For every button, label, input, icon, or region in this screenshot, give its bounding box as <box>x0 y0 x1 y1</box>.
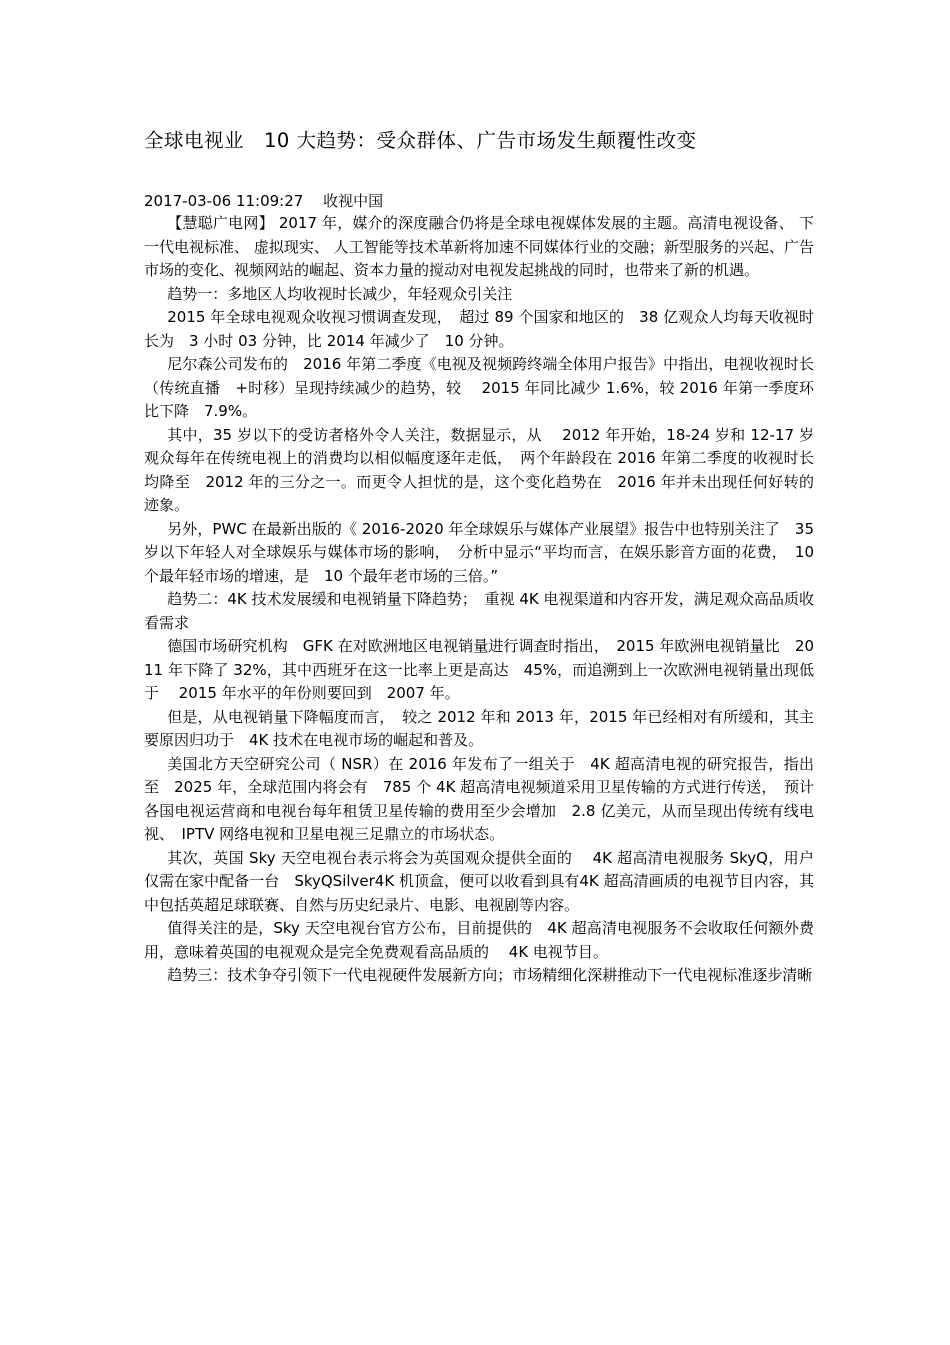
paragraph: 其次，英国 Sky 天空电视台表示将会为英国观众提供全面的 4K 超高清电视服务 SkyQ，用户仅需在家中配备一台 SkyQSilver4K 机顶盒，便可以收看到具有4K 超高清画质的电视节目内容，其中包括英超足球联赛、自然与历史纪录片、电影、电视剧等内容。 <box>144 848 814 914</box>
section-heading-trend-1: 趋势一：多地区人均收视时长减少，年轻观众引关注 <box>167 284 513 303</box>
article-body <box>144 212 814 988</box>
section-heading-trend-3: 趋势三：技术争夺引领下一代电视硬件发展新方向；市场精细化深耕推动下一代电视标准逐步清晰 <box>167 966 813 984</box>
article-meta: 2017-03-06 11:09:27 收视中国 <box>144 192 384 210</box>
paragraph: 值得关注的是，Sky 天空电视台官方公布，目前提供的 4K 超高清电视服务不会收取任何额外费用，意味着英国的电视观众是完全免费观看高品质的 4K 电视节目。 <box>144 919 814 961</box>
paragraph: 尼尔森公司发布的 2016 年第二季度《电视及视频跨终端全体用户报告》中指出，电视收视时长（传统直播 +时移）呈现持续减少的趋势，较 2015 年同比减少 1.6%，较 2016 年第一季度环比下降 7.9%。 <box>144 355 814 420</box>
section-heading-trend-2: 趋势二：4K 技术发展缓和电视销量下降趋势； 重视 4K 电视渠道和内容开发，满足观众高品质收看需求 <box>144 590 814 632</box>
paragraph: 德国市场研究机构 GFK 在对欧洲地区电视销量进行调查时指出， 2015 年欧洲电视销量比 2011 年下降了 32%，其中西班牙在这一比率上更是高达 45%，而追溯到上一次欧洲电视销量出现低于 2015 年水平的年份则要回到 2007 年。 <box>144 637 814 702</box>
article-title: 全球电视业 10 大趋势：受众群体、广告市场发生颠覆性改变 <box>144 129 697 152</box>
paragraph: 美国北方天空研究公司（ NSR）在 2016 年发布了一组关于 4K 超高清电视的研究报告，指出至 2025 年，全球范围内将会有 785 个 4K 超高清电视频道采用卫星传输的方式进行传送， 预计各国电视运营商和电视台每年租赁卫星传输的费用至少会增加 2.8 亿美元，从而呈现出传统有线电视、 IPTV 网络电视和卫星电视三足鼎立的市场状态。 <box>144 754 814 843</box>
paragraph: 但是，从电视销量下降幅度而言， 较之 2012 年和 2013 年，2015 年已经相对有所缓和，其主要原因归功于 4K 技术在电视市场的崛起和普及。 <box>144 707 814 749</box>
paragraph-intro: 【慧聪广电网】 2017 年，媒介的深度融合仍将是全球电视媒体发展的主题。高清电视设备、 下一代电视标准、 虚拟现实、 人工智能等技术革新将加速不同媒体行业的交融；新型服务的兴起、广告市场的变化、视频网站的崛起、资本力量的搅动对电视发起挑战的同时，也带来了新的机遇。 <box>144 214 814 279</box>
paragraph: 2015 年全球电视观众收视习惯调查发现， 超过 89 个国家和地区的 38 亿观众人均每天收视时长为 3 小时 03 分钟，比 2014 年减少了 10 分钟。 <box>144 308 814 350</box>
paragraph: 另外，PWC 在最新出版的《 2016-2020 年全球娱乐与媒体产业展望》报告中也特别关注了 35 岁以下年轻人对全球娱乐与媒体市场的影响， 分析中显示“平均而言，在娱乐影音方面的花费， 10 个最年轻市场的增速，是 10 个最年老市场的三倍。” <box>144 519 814 585</box>
paragraph: 其中，35 岁以下的受访者格外令人关注，数据显示，从 2012 年开始，18-24 岁和 12-17 岁观众每年在传统电视上的消费均以相似幅度逐年走低， 两个年龄段在 2016 年第二季度的收视时长均降至 2012 年的三分之一。而更令人担忧的是，这个变化趋势在 2016 年并未出现任何好转的迹象。 <box>144 425 814 514</box>
